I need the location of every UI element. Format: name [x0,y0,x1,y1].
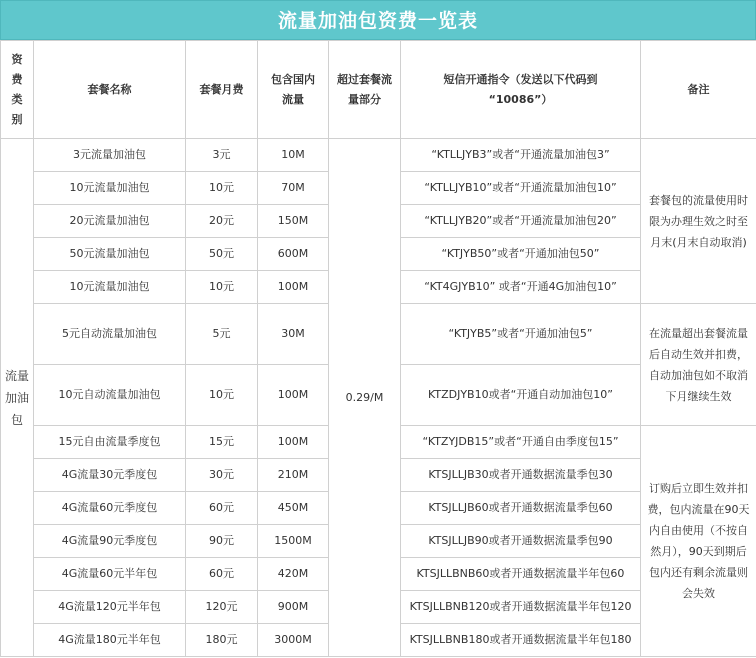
header-note: 备注 [641,41,756,139]
sms-command: KTSJLLBNB180或者开通数据流量半年包180 [401,624,641,657]
package-traffic: 210M [258,459,329,492]
table-row [1,139,756,172]
package-fee: 120元 [186,591,258,624]
sms-command: “KTJYB50”或者“开通加油包50” [401,238,641,271]
package-name: 10元流量加油包 [34,172,186,205]
overage-rate-cell: 0.29/M [329,139,401,657]
package-name: 4G流量30元季度包 [34,459,186,492]
package-name: 5元自动流量加油包 [34,304,186,365]
package-traffic: 30M [258,304,329,365]
sms-command: “KTZYJDB15”或者“开通自由季度包15” [401,426,641,459]
sms-command: “KTLLJYB20”或者“开通流量加油包20” [401,205,641,238]
package-name: 20元流量加油包 [34,205,186,238]
package-fee: 20元 [186,205,258,238]
header-sms-line1: 短信开通指令（发送以下代码到 [443,72,598,86]
package-traffic: 100M [258,365,329,426]
package-fee: 3元 [186,139,258,172]
note-auto: 在流量超出套餐流量后自动生效并扣费，自动加油包如不取消下月继续生效 [641,304,756,426]
package-traffic: 10M [258,139,329,172]
package-name: 4G流量90元季度包 [34,525,186,558]
sms-command: KTSJLLBNB120或者开通数据流量半年包120 [401,591,641,624]
package-traffic: 3000M [258,624,329,657]
sms-command: “KT4GJYB10” 或者“开通4G加油包10” [401,271,641,304]
header-sms-line2: “10086”） [488,92,553,106]
header-traffic: 包含国内流量 [258,41,329,139]
header-sms [401,41,641,139]
header-category: 资费类别 [1,41,34,139]
package-fee: 60元 [186,492,258,525]
header-fee: 套餐月费 [186,41,258,139]
category-cell: 流量加油包 [1,139,34,657]
sms-command: “KTLLJYB10”或者“开通流量加油包10” [401,172,641,205]
note-period: 订购后立即生效并扣费，包内流量在90天内自由使用（不按自然月），90天到期后包内还有剩余流量则会失效 [641,426,756,657]
package-traffic: 1500M [258,525,329,558]
sms-command: KTSJLLJB30或者开通数据流量季包30 [401,459,641,492]
package-traffic: 420M [258,558,329,591]
package-traffic: 900M [258,591,329,624]
package-fee: 15元 [186,426,258,459]
package-name: 4G流量60元半年包 [34,558,186,591]
sms-command: “KTJYB5”或者“开通加油包5” [401,304,641,365]
package-name: 4G流量60元季度包 [34,492,186,525]
package-name: 50元流量加油包 [34,238,186,271]
sms-command: KTSJLLBNB60或者开通数据流量半年包60 [401,558,641,591]
package-name: 10元自动流量加油包 [34,365,186,426]
package-traffic: 100M [258,426,329,459]
package-name: 4G流量180元半年包 [34,624,186,657]
package-fee: 10元 [186,271,258,304]
package-fee: 30元 [186,459,258,492]
sms-command: KTZDJYB10或者“开通自动加油包10” [401,365,641,426]
tariff-table [0,40,756,657]
package-fee: 50元 [186,238,258,271]
package-name: 10元流量加油包 [34,271,186,304]
package-fee: 5元 [186,304,258,365]
header-name: 套餐名称 [34,41,186,139]
package-fee: 10元 [186,365,258,426]
package-traffic: 450M [258,492,329,525]
package-name: 3元流量加油包 [34,139,186,172]
header-row [1,41,756,139]
note-monthly: 套餐包的流量使用时限为办理生效之时至月末(月末自动取消) [641,139,756,304]
sms-command: “KTLLJYB3”或者“开通流量加油包3” [401,139,641,172]
package-traffic: 600M [258,238,329,271]
package-traffic: 100M [258,271,329,304]
package-fee: 180元 [186,624,258,657]
package-fee: 10元 [186,172,258,205]
package-fee: 90元 [186,525,258,558]
package-traffic: 150M [258,205,329,238]
header-overage: 超过套餐流量部分 [329,41,401,139]
sms-command: KTSJLLJB90或者开通数据流量季包90 [401,525,641,558]
package-fee: 60元 [186,558,258,591]
package-name: 4G流量120元半年包 [34,591,186,624]
page-title: 流量加油包资费一览表 [0,0,756,40]
package-name: 15元自由流量季度包 [34,426,186,459]
sms-command: KTSJLLJB60或者开通数据流量季包60 [401,492,641,525]
package-traffic: 70M [258,172,329,205]
